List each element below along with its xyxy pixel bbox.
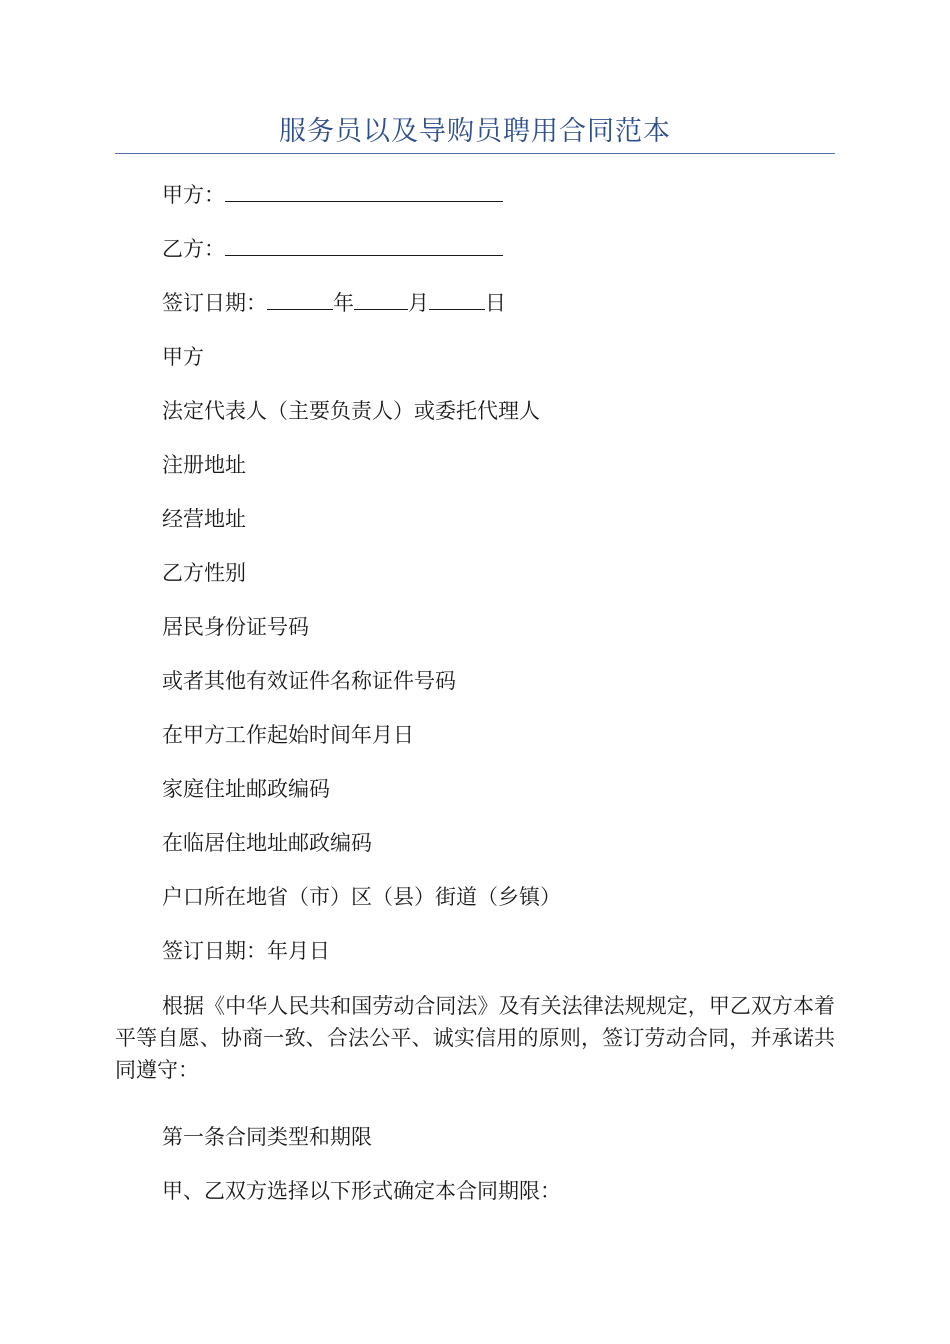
party-a-label: 甲方： [162, 183, 225, 207]
intro-paragraph: 根据《中华人民共和国劳动合同法》及有关法律法规规定，甲乙双方本着平等自愿、协商一致、合法公平、诚实信用的原则，签订劳动合同，并承诺共同遵守： [115, 994, 835, 1082]
article-text: 甲、乙双方选择以下形式确定本合同期限： [162, 1179, 561, 1203]
field-line: 在临居住地址邮政编码 [162, 831, 372, 855]
sign-date-year-label: 年 [333, 291, 354, 315]
document-title: 服务员以及导购员聘用合同范本 [279, 116, 671, 147]
field-line: 甲方 [162, 345, 204, 369]
field-line: 户口所在地省（市）区（县）街道（乡镇） [162, 885, 561, 909]
sign-date-month-label: 月 [408, 291, 429, 315]
sign-date-line [162, 288, 506, 318]
article-heading: 第一条合同类型和期限 [162, 1125, 372, 1149]
party-a-line [162, 180, 503, 210]
field-line: 或者其他有效证件名称证件号码 [162, 669, 456, 693]
field-line: 乙方性别 [162, 561, 246, 585]
field-line: 居民身份证号码 [162, 615, 309, 639]
party-b-blank [225, 235, 503, 256]
field-line: 经营地址 [162, 507, 246, 531]
sign-date-day-label: 日 [485, 291, 506, 315]
title-underline [115, 153, 835, 154]
field-line: 签订日期：年月日 [162, 939, 330, 963]
party-a-blank [225, 181, 503, 202]
sign-date-day-blank [429, 289, 485, 310]
party-b-line [162, 234, 503, 264]
party-b-label: 乙方： [162, 237, 225, 261]
sign-date-month-blank [354, 289, 408, 310]
field-line: 法定代表人（主要负责人）或委托代理人 [162, 399, 540, 423]
field-line: 注册地址 [162, 453, 246, 477]
sign-date-label: 签订日期： [162, 291, 267, 315]
field-line: 家庭住址邮政编码 [162, 777, 330, 801]
field-line: 在甲方工作起始时间年月日 [162, 723, 414, 747]
sign-date-year-blank [267, 289, 333, 310]
